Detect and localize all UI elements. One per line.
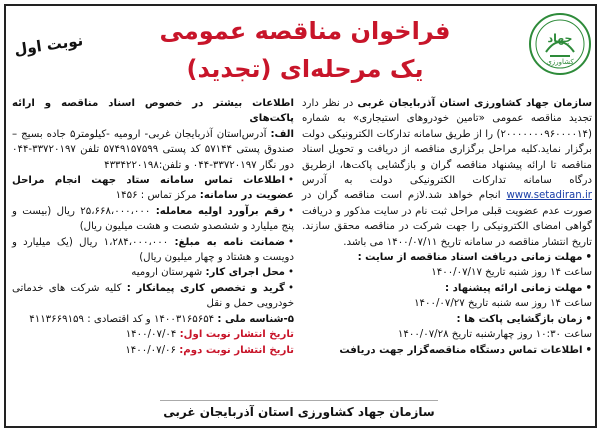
jahad-logo [528,12,592,76]
pub2-label: تاریخ انتشار نوبت دوم: [179,344,294,356]
org-name: سازمان جهاد کشاورزی استان آذربایجان غربی [357,98,593,109]
contact-label: • اطلاعات تماس دستگاه مناقصه‌گزار جهت دریافت [302,343,592,358]
id-label: ۵-شناسه ملی : [217,313,294,325]
ad-title-line1: فراخوان مناقصه عمومی [159,17,451,45]
logo-text-bottom: کشاورزی [546,58,574,66]
pub2-paragraph [12,343,294,358]
intro-text-2: انجام خواهد شد.لازم است مناقصه گران در صورت عدم عضویت قبلی مراحل ثبت نام در سایت مذکور و دریافت گواهی امضای الکترونیکی را جهت شرکت در مناقصه محقق سازند. تاریخ انتشار مناقصه در سامانه تاریخ ۱۴۰۰/۰۷/۱۱ می باشد. [302,190,592,248]
address-text: آدرس‌استان آذربایجان غربی- ارومیه -کیلومتر۵ جاده بسیج – صندوق پستی ۵۷۱۴۴ کد پستی ۵۷۴۹۱۵۷۵۹۹ تلفن ۳۳۷۲۰۱۹۷-۰۴۴ دور نگار ۳۳۷۲۰۱۹۷-۰۴۴ و تلفن:۴۳۳۴۲۲۰۱۹۸ [12,128,294,171]
setad-label: اطلاعات تماس سامانه ستاد جهت انجام مراحل عضویت در سامانه: [12,175,294,202]
grade-paragraph [12,281,294,312]
deadline-bids-label: • مهلت زمانی ارائه پیشنهاد : [302,281,592,296]
deadline-docs-value: ساعت ۱۴ روز شنبه تاریخ ۱۴۰۰/۰۷/۱۷ [431,267,592,279]
pub1-label: تاریخ انتشار نوبت اول: [179,329,294,341]
guarantee-value: ۱،۲۸۴،۰۰۰،۰۰۰ ریال (یک میلیارد و دویست و هشتاد و چهار میلیون ریال) [12,236,294,264]
opening-value: ساعت ۱۰:۳۰ روز چهارشنبه تاریخ ۱۴۰۰/۰۷/۲۸ [397,329,592,341]
intro-paragraph [302,96,592,250]
intro-text: در نظر دارد تجدید مناقصه عمومی «تامین خودروهای استیجاری» به شماره (۲۰۰۰۰۰۰۰۹۶۰۰۰۰۱۴) را از طریق سامانه تدارکات الکترونیکی دولت برگزار نماید.کلیه مراحل برگزاری مناقصه از دریافت و تحویل اسناد مناقصه تا ارائه پیشنهاد مناقصه گران و بازگشایی پاکت‌ها، ازطریق درگاه سامانه تدارکات الکترونیکی دولت به آدرس [302,98,592,187]
pub1-value: ۱۴۰۰/۰۷/۰۴ [125,329,180,341]
opening-label: • زمان بازگشایی پاکت ها : [302,312,592,327]
pub1-paragraph [12,327,294,342]
grade-label: گرید و تخصص کاری پیمانکار : [126,282,285,294]
address-label: الف: [270,128,294,140]
logo-text-top: جهاد [547,32,573,45]
ad-title-line2: یک مرحله‌ای (تجدید) [186,55,424,83]
id-value: ۱۴۰۰۳۱۶۵۶۵۴ و کد اقتصادی : ۴۱۱۳۶۶۹۱۵۹ [29,313,218,325]
id-paragraph [12,312,294,327]
setad-link[interactable]: www.setadiran.ir [506,190,592,202]
location-label: محل اجرای کار: [205,267,285,279]
location-value: شهرستان ارومیه [131,267,206,279]
right-column [302,96,592,358]
grade-value: کلیه شرکت های خدماتی خودرویی حمل و نقل [12,282,294,310]
publication-note: نوبت اول [13,31,85,59]
setad-paragraph [12,173,294,204]
pub2-value: ۱۴۰۰/۰۷/۰۶ [125,344,180,356]
setad-value: مرکز تماس : ۱۴۵۶ [115,190,200,202]
guarantee-label: ضمانت نامه به مبلغ: [174,236,285,248]
left-column [12,96,294,358]
location-paragraph [12,265,294,280]
estimate-label: رقم برآورد اولیه معامله: [155,205,285,217]
more-info: اطلاعات بیشتر در خصوص اسناد مناقصه و ارائه پاکت‌های [12,98,294,125]
footer-org: سازمان جهاد کشاورزی استان آذربایجان غربی [160,400,438,423]
deadline-bids-value: ساعت ۱۴ روز سه شنبه تاریخ ۱۴۰۰/۰۷/۲۷ [414,298,592,310]
guarantee-paragraph [12,235,294,266]
estimate-paragraph [12,204,294,235]
address-paragraph [12,127,294,173]
deadline-docs-label: • مهلت زمانی دریافت اسناد مناقصه از سایت : [302,250,592,265]
estimate-value: ۲۵،۶۶۸،۰۰۰،۰۰۰ ریال (بیست و پنج میلیارد و ششصدو شصت و هشت میلیون ریال) [12,205,294,233]
